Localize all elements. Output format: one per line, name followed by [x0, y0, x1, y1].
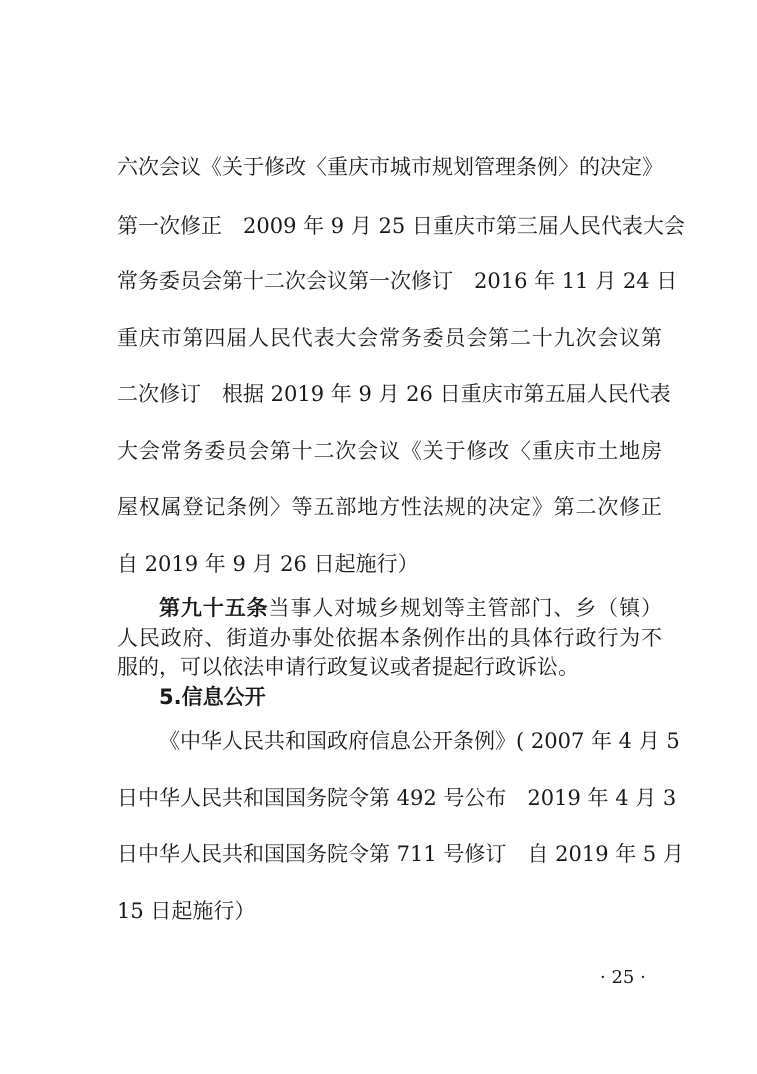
page-number: · 25 ·	[600, 967, 646, 988]
article-line-2: 人民政府、街道办事处依据本条例作出的具体行政行为不	[117, 626, 662, 650]
section-heading: 5.信息公开	[159, 685, 266, 709]
article-text-1: 当事人对城乡规划等主管部门、乡（镇）	[268, 596, 662, 620]
history-line-3: 常务委员会第十二次会议第一次修订 2016 年 11 月 24 日	[117, 269, 678, 293]
article-title: 第九十五条	[159, 596, 269, 620]
history-line-5: 二次修订 根据 2019 年 9 月 26 日重庆市第五届人民代表	[117, 382, 671, 406]
history-line-6: 大会常务委员会第十二次会议《关于修改〈重庆市土地房	[117, 439, 662, 463]
history-line-2: 第一次修正 2009 年 9 月 25 日重庆市第三届人民代表大会	[117, 214, 685, 238]
regulation-line-2: 日中华人民共和国国务院令第 492 号公布 2019 年 4 月 3	[117, 786, 677, 810]
article-first-line	[117, 594, 662, 623]
history-line-8: 自 2019 年 9 月 26 日起施行）	[117, 552, 419, 576]
regulation-line-1: 《中华人民共和国政府信息公开条例》( 2007 年 4 月 5	[159, 729, 680, 753]
history-line-1: 六次会议《关于修改〈重庆市城市规划管理条例〉的决定》	[117, 155, 663, 179]
history-line-7: 屋权属登记条例〉等五部地方性法规的决定》第二次修正	[117, 495, 662, 519]
history-line-4: 重庆市第四届人民代表大会常务委员会第二十九次会议第	[117, 326, 662, 350]
regulation-line-4: 15 日起施行）	[117, 899, 256, 923]
regulation-line-3: 日中华人民共和国国务院令第 711 号修订 自 2019 年 5 月	[117, 842, 684, 866]
article-line-3: 服的，可以依法申请行政复议或者提起行政诉讼。	[117, 655, 579, 679]
